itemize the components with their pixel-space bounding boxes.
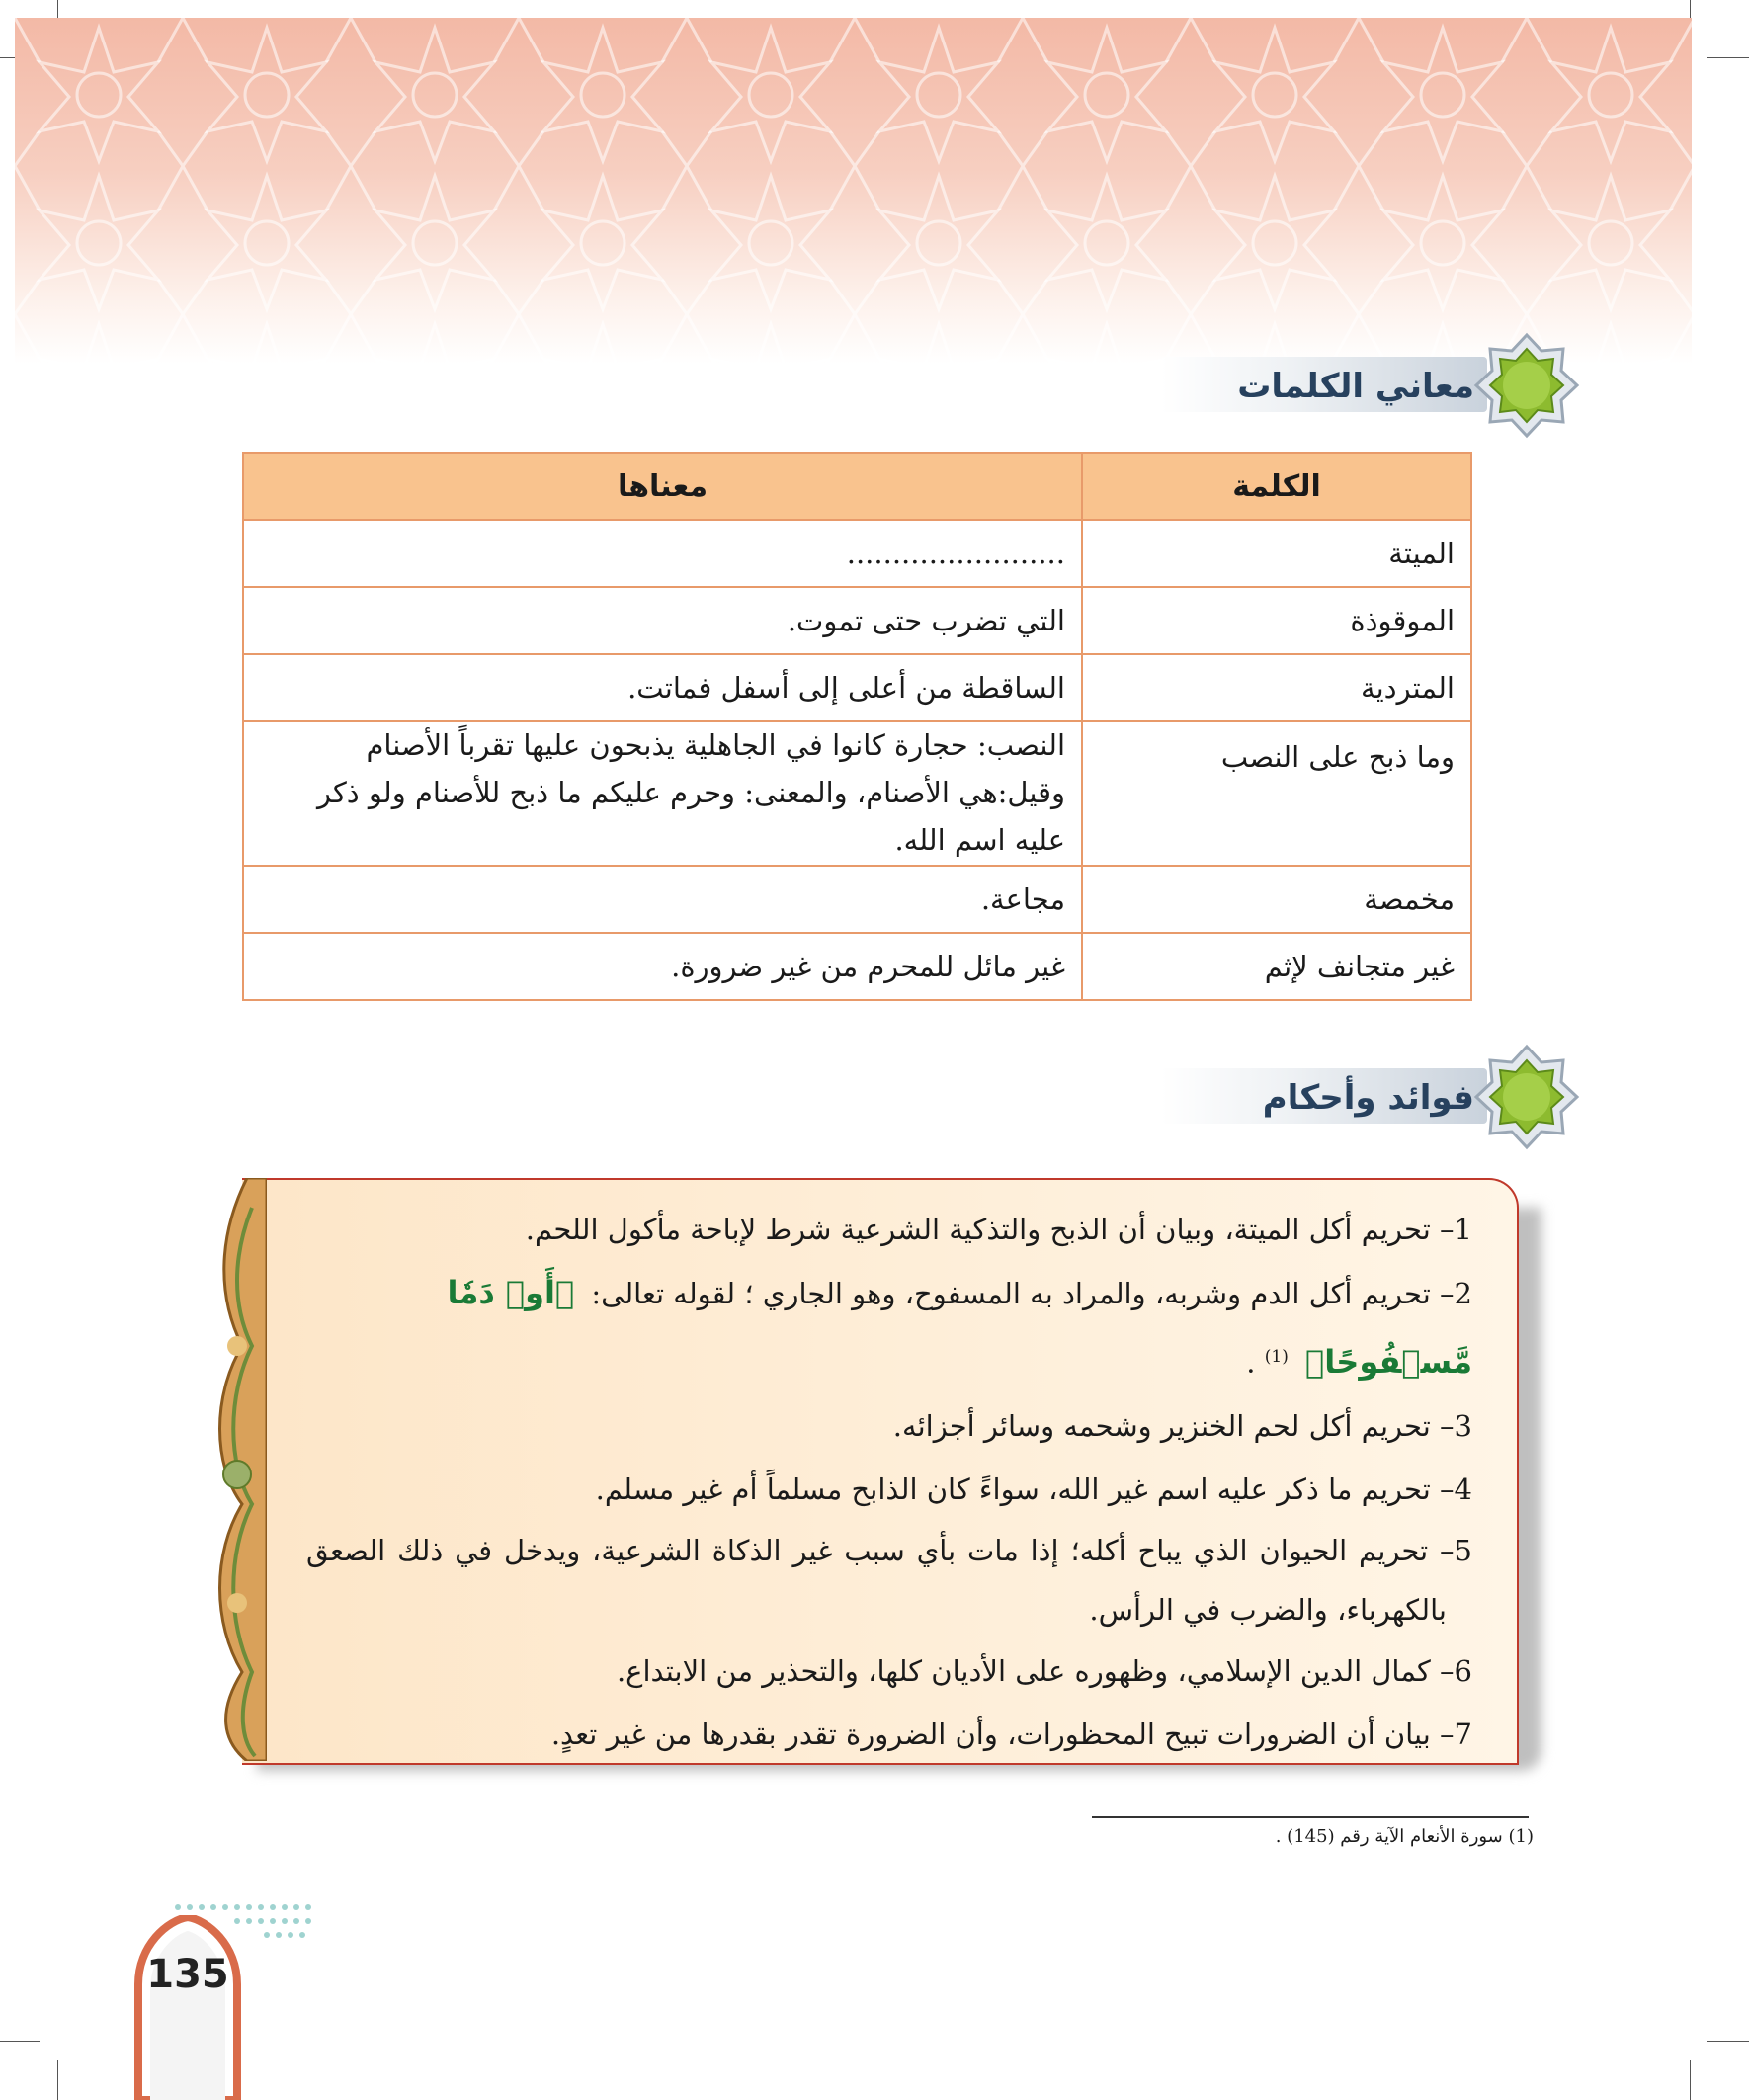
meaning-cell: غير مائل للمحرم من غير ضرورة.	[243, 933, 1082, 1000]
geometric-pattern	[15, 18, 1692, 364]
word-cell: الموقوذة	[1082, 587, 1471, 654]
word-cell: غير متجانف لإثم	[1082, 933, 1471, 1000]
word-cell: المتردية	[1082, 654, 1471, 721]
column-header-meaning: معناها	[243, 453, 1082, 520]
footnote-marker: (1)	[1264, 1347, 1289, 1367]
crop-mark	[1707, 57, 1749, 58]
word-cell: الميتة	[1082, 520, 1471, 587]
list-item: 6– كمال الدين الإسلامي، وظهوره على الأديان كلها، والتحذير من الابتداع.	[616, 1653, 1472, 1688]
list-item: 5– تحريم الحيوان الذي يباح أكله؛ إذا مات بأي سبب غير الذكاة الشرعية، ويدخل في ذلك الصعق بالكهرباء، والضرب في الرأس.	[306, 1533, 1472, 1627]
vocabulary-title: معاني الكلمات	[1237, 367, 1474, 406]
decorative-banner	[15, 18, 1692, 364]
meaning-blank: ........................	[243, 520, 1082, 587]
octagon-star-icon	[1472, 331, 1581, 440]
benefits-list	[306, 1198, 1472, 1766]
benefits-heading	[1166, 1043, 1581, 1151]
list-item: 4– تحريم ما ذكر عليه اسم غير الله، سواءً كان الذابح مسلماً أم غير مسلم.	[595, 1471, 1472, 1506]
benefits-panel	[217, 1178, 1532, 1759]
crop-mark	[57, 2060, 58, 2100]
crop-mark	[1690, 2060, 1691, 2100]
vocabulary-heading	[1166, 331, 1581, 440]
benefits-title: فوائد وأحكام	[1262, 1078, 1474, 1118]
crop-mark	[1707, 2041, 1749, 2042]
table-row	[243, 520, 1471, 587]
list-item: 7– بيان أن الضرورات تبيح المحظورات، وأن الضرورة تقدر بقدرها من غير تعدٍ.	[550, 1717, 1472, 1751]
page-number-badge	[128, 1915, 247, 2100]
vocabulary-table	[242, 452, 1472, 1001]
word-cell: وما ذبح على النصب	[1082, 721, 1471, 866]
meaning-cell: النصب: حجارة كانوا في الجاهلية يذبحون عليها تقرباً الأصنام وقيل:هي الأصنام، والمعنى: وحرم عليكم ما ذبح للأصنام ولو ذكر عليه اسم الله.	[243, 721, 1082, 866]
octagon-star-icon	[1472, 1043, 1581, 1151]
end-period: .	[1246, 1345, 1256, 1380]
footnote-divider	[1092, 1816, 1529, 1818]
table-row	[243, 654, 1471, 721]
table-row	[243, 721, 1471, 866]
list-item: 1– تحريم أكل الميتة، وبيان أن الذبح والتذكية الشرعية شرط لإباحة مأكول اللحم.	[525, 1213, 1472, 1246]
crop-mark	[0, 2041, 40, 2042]
list-item-text: 2– تحريم أكل الدم وشربه، والمراد به المسفوح، وهو الجاري ؛ لقوله تعالى:	[591, 1277, 1472, 1310]
list-item	[306, 1261, 1472, 1394]
quran-verse: ﴿أَوۡ دَمٗا مَّسۡفُوحًا﴾	[447, 1274, 1472, 1381]
column-header-word: الكلمة	[1082, 453, 1471, 520]
table-row	[243, 866, 1471, 933]
list-item: 3– تحريم أكل لحم الخنزير وشحمه وسائر أجزائه.	[892, 1408, 1472, 1443]
arabesque-ornament-icon	[208, 1178, 267, 1761]
meaning-cell: مجاعة.	[243, 866, 1082, 933]
meaning-cell: التي تضرب حتى تموت.	[243, 587, 1082, 654]
footnote: (1) سورة الأنعام الآية رقم (145) .	[1275, 1826, 1534, 1847]
page-number: 135	[146, 1952, 229, 1997]
table-row	[243, 587, 1471, 654]
word-cell: مخمصة	[1082, 866, 1471, 933]
table-row	[243, 933, 1471, 1000]
meaning-cell: الساقطة من أعلى إلى أسفل فماتت.	[243, 654, 1082, 721]
